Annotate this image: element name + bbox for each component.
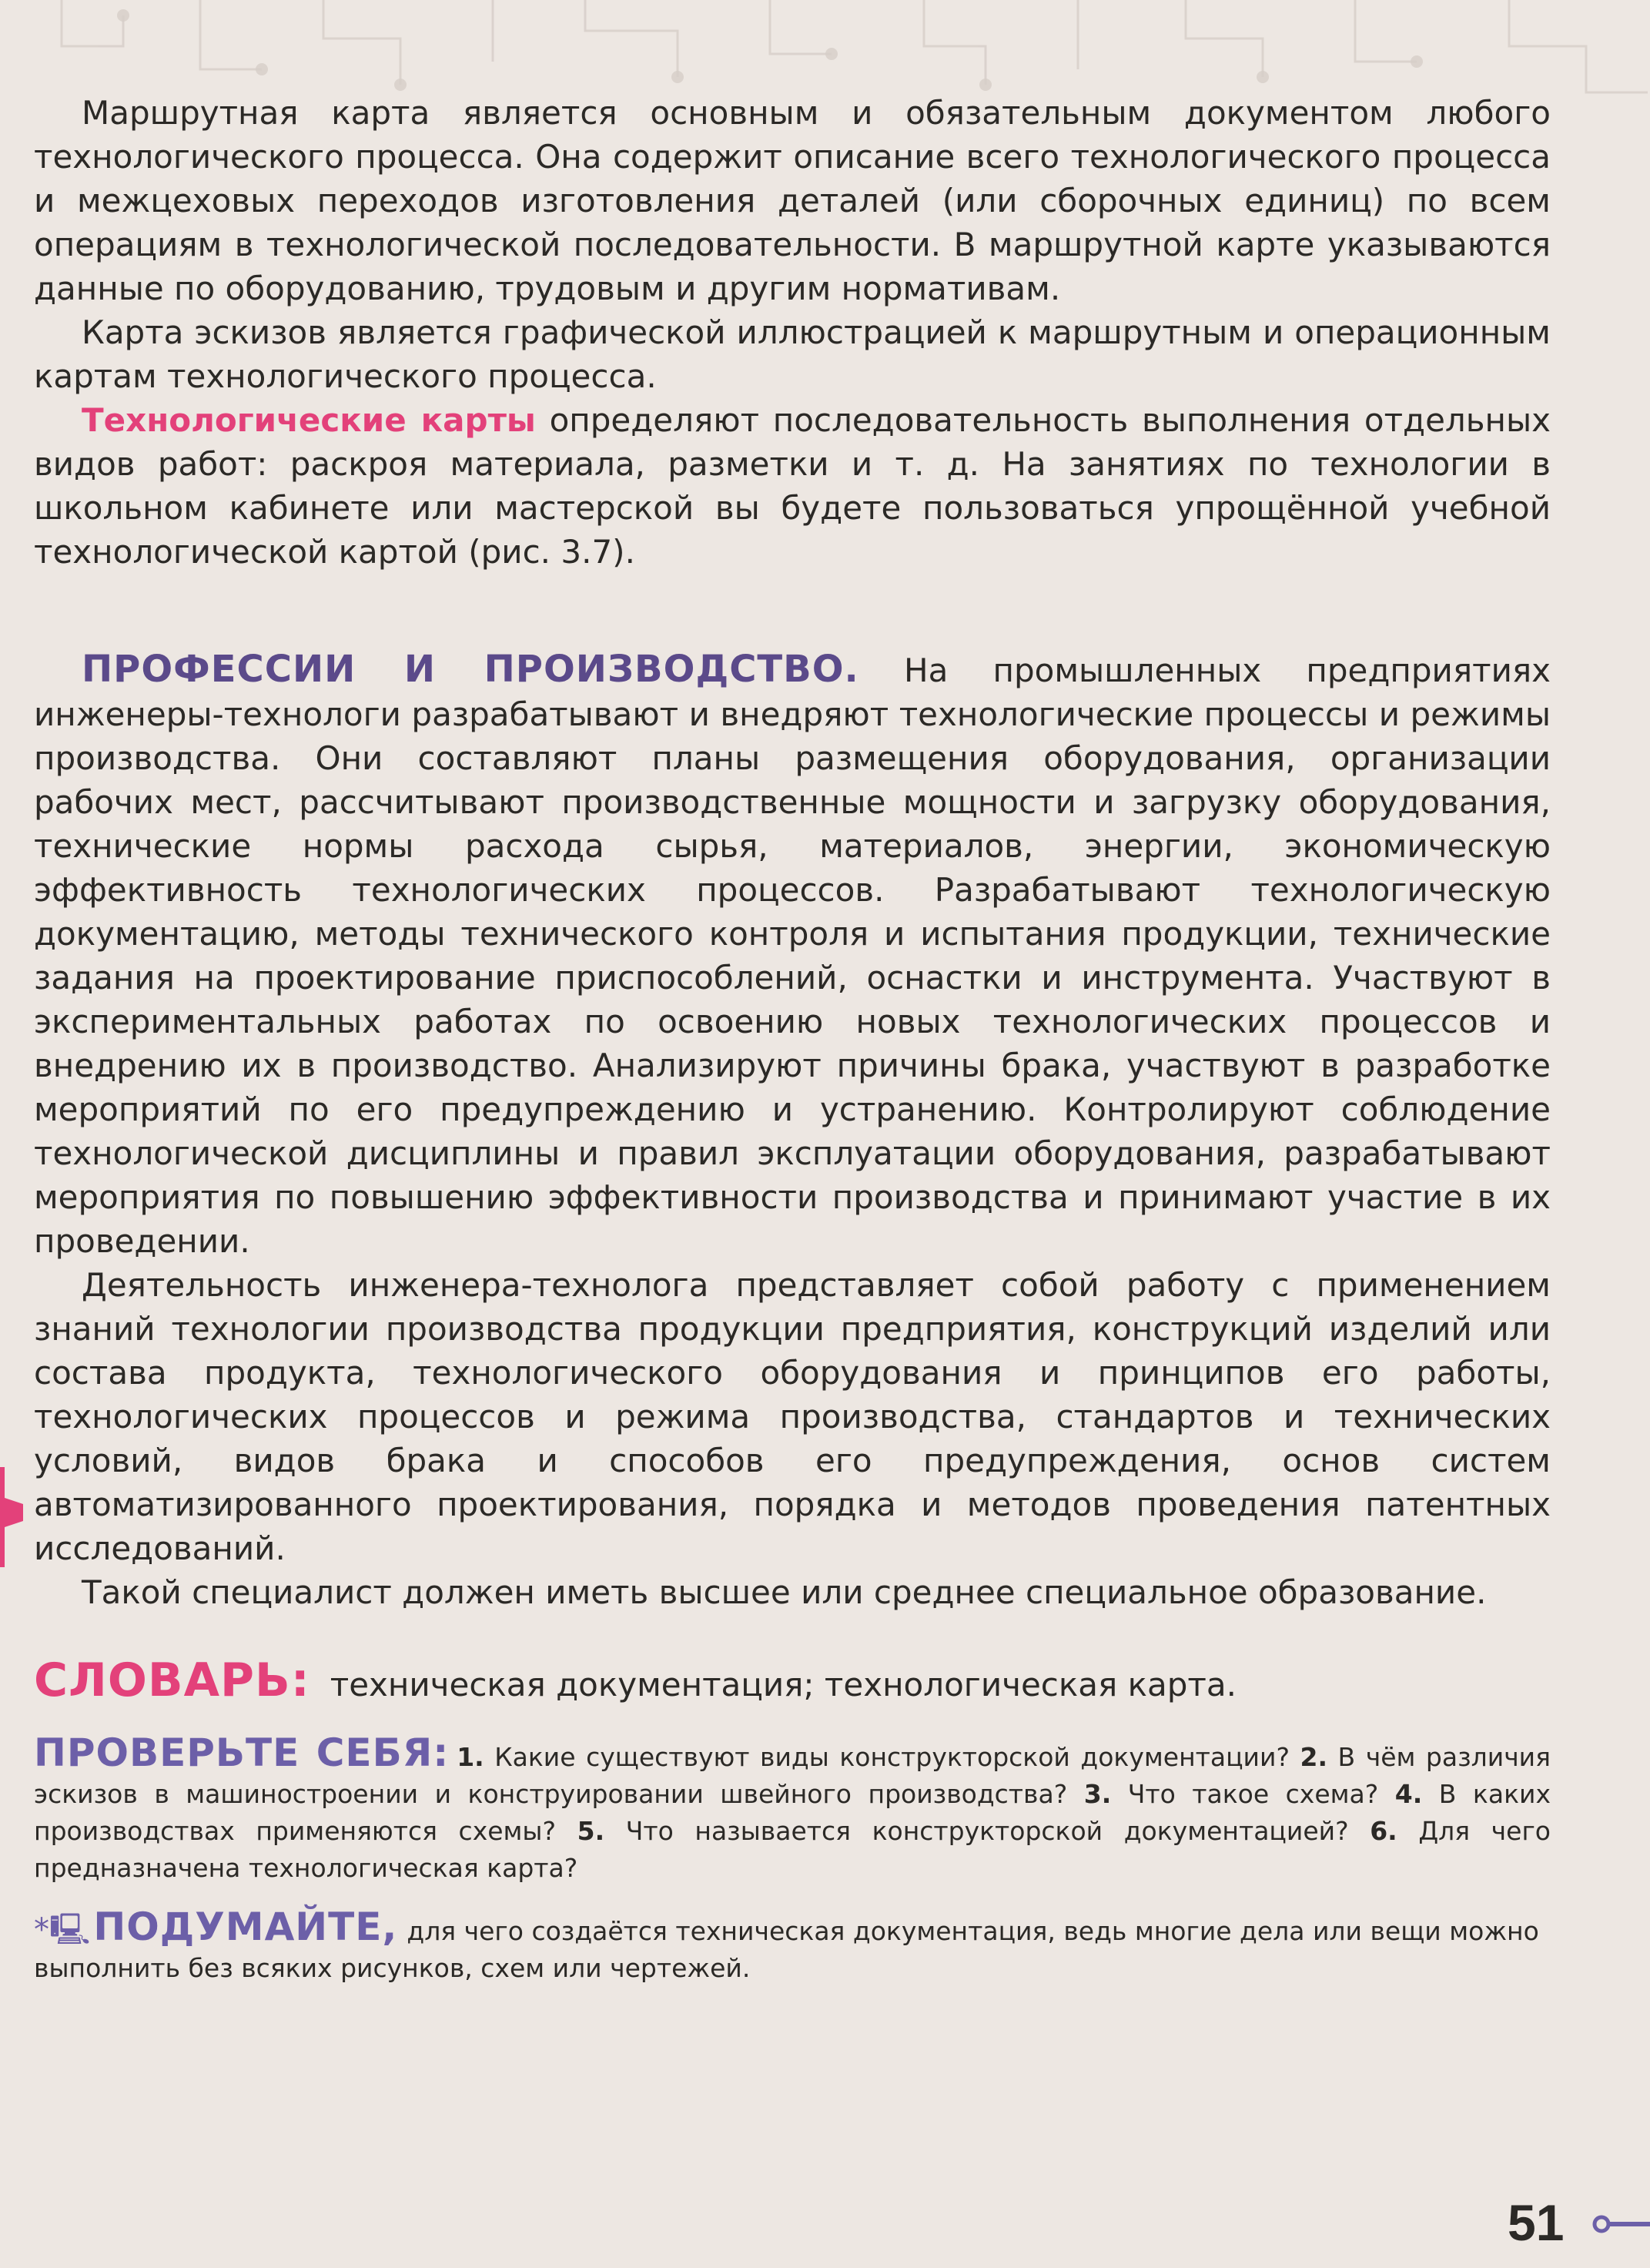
computer-icon: *🖳	[34, 1912, 91, 1948]
professions-text: На промышленных предприятиях инженеры-технологи разрабатывают и внедряют технологические процессы и режимы производства. Они составляют планы размещения оборудования, организации рабочих мест, рассчитывают производственные мощности и загрузку оборудования, технические нормы расхода сырья, материалов, энергии, экономическую эффективность технологических процессов. Разрабатывают технологическую документацию, методы технического контроля и испытания продукции, технические задания на проектирование приспособлений, оснастки и инструмента. Участвуют в экспериментальных работах по освоению новых технологических процессов и внедрению их в производство. Анализируют причины брака, участвуют в разработке мероприятий по его предупреждению и устранению. Контролируют соблюдение технологической дисциплины и правил эксплуатации оборудования, разрабатывают мероприятия по повышению эффективности производства и принимают участие в их проведении.	[34, 652, 1551, 1260]
question-number: 3.	[1083, 1779, 1112, 1809]
question-number: 4.	[1394, 1779, 1423, 1809]
engineer-activity-paragraph: Деятельность инженера-технолога представляет собой работу с применением знаний технологии производства продукции предприятия, конструкций изделий или состава продукта, технологического оборудования и принципов его работы, технологических процессов и режима производства, стандартов и технических условий, видов брака и способов его предупреждения, основ систем автоматизированного проектирования, порядка и методов проведения патентных исследований.	[34, 1266, 1551, 1567]
question-text: Что такое схема?	[1111, 1779, 1395, 1809]
question-text: Какие существуют виды конструкторской документации?	[484, 1742, 1300, 1772]
question-text: Что называется конструкторской документацией?	[604, 1816, 1371, 1846]
margin-marker	[0, 1467, 29, 1567]
question-number: 2.	[1300, 1742, 1327, 1772]
question-text: В чём различия эскизов в машиностроении и конструировании швейного производства?	[34, 1742, 1551, 1809]
question-text: В каких производствах применяются схемы?	[34, 1779, 1551, 1846]
professions-paragraph	[34, 648, 1551, 1263]
route-card-paragraph: Маршрутная карта является основным и обязательным документом любого технологического процесса. Она содержит описание всего технологического процесса и межцеховых переходов изготовления деталей (или сборочных единиц) по всем операциям в технологической последовательности. В маршрутной карте указываются данные по оборудованию, трудовым и другим нормативам.	[34, 94, 1551, 307]
question-number: 5.	[577, 1816, 605, 1846]
page-number-decoration	[1591, 2209, 1650, 2240]
tech-cards-paragraph	[34, 398, 1551, 574]
tech-cards-term: Технологические карты	[82, 401, 536, 439]
think-text: для чего создаётся техническая документация, ведь многие дела или вещи можно выполнить без всяких рисунков, схем или чертежей.	[34, 1916, 1539, 1983]
education-paragraph: Такой специалист должен иметь высшее или среднее специальное образование.	[82, 1573, 1487, 1611]
dictionary-block	[34, 1650, 1551, 1716]
think-block	[34, 1905, 1551, 1987]
dictionary-heading: СЛОВАРЬ:	[34, 1653, 310, 1707]
question-number: 6.	[1370, 1816, 1397, 1846]
tech-cards-text: определяют последовательность выполнения отдельных видов работ: раскроя материала, разметки и т. д. На занятиях по технологии в школьном кабинете или мастерской вы будете пользоваться упрощённой учебной технологической картой (рис. 3.7).	[34, 401, 1551, 571]
page-number: 51	[1508, 2194, 1565, 2251]
sketch-card-paragraph: Карта эскизов является графической иллюстрацией к маршрутным и операционным картам технологического процесса.	[34, 313, 1551, 395]
question-text: Для чего предназначена технологическая карта?	[34, 1816, 1551, 1883]
professions-heading: ПРОФЕССИИ И ПРОИЗВОДСТВО.	[82, 648, 859, 691]
think-heading: ПОДУМАЙТЕ,	[93, 1905, 398, 1949]
dictionary-text: техническая документация; технологическая карта.	[330, 1666, 1237, 1704]
question-number: 1.	[457, 1742, 484, 1772]
check-yourself-block	[34, 1730, 1551, 1887]
check-yourself-heading: ПРОВЕРЬТЕ СЕБЯ:	[34, 1730, 450, 1775]
page-content	[34, 91, 1551, 1987]
